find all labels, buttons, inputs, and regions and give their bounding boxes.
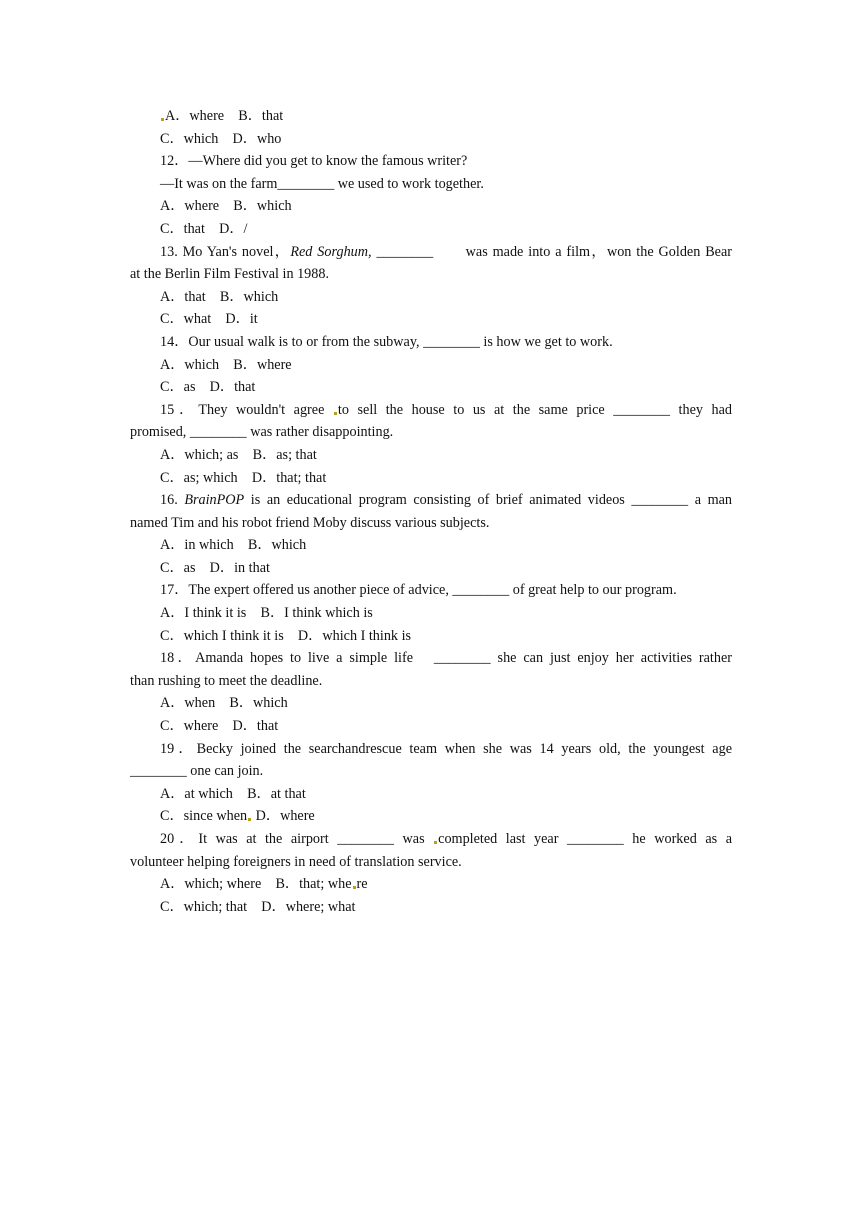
options-row: C．which; that D．where; what	[160, 898, 356, 915]
options-row: A．that B．which	[160, 288, 279, 305]
question-19-cont: ________ one can join.	[130, 763, 264, 780]
options-row: A．which; as B．as; that	[160, 446, 317, 463]
options-row: C．which I think it is D．which I think is	[160, 627, 412, 644]
options-row: C．which D．who	[160, 130, 282, 147]
dot-mark-icon	[161, 118, 164, 121]
options-row: A．in which B．which	[160, 537, 307, 554]
options-row: A．which; where B．that; whe re	[160, 876, 368, 893]
question-13: 13. Mo Yan's novel，Red Sorghum, ________ was made into a film，won the Golden Bear	[160, 243, 732, 260]
options-row: C．as; which D．that; that	[160, 469, 327, 486]
options-row: C．where D．that	[160, 718, 279, 735]
question-17: 17．The expert offered us another piece of advice, ________ of great help to our program.	[160, 582, 677, 599]
question-16: 16. BrainPOP is an educational program consisting of brief animated videos ________ a man	[160, 492, 732, 509]
options-row: C．since when D．where	[160, 808, 315, 825]
options-row: C．as D．in that	[160, 559, 270, 576]
question-18-cont: than rushing to meet the deadline.	[130, 672, 323, 689]
question-list	[130, 105, 732, 918]
options-row: A．when B．which	[160, 695, 288, 712]
question-15-cont: promised, ________ was rather disappointing.	[130, 424, 394, 441]
question-12-answer: —It was on the farm________ we used to work together.	[160, 175, 484, 192]
dot-mark-icon	[334, 412, 337, 415]
options-row: A．where B．which	[160, 198, 292, 215]
question-16-cont: named Tim and his robot friend Moby discuss various subjects.	[130, 514, 490, 531]
question-13-cont: at the Berlin Film Festival in 1988.	[130, 266, 330, 283]
options-row: A．at which B．at that	[160, 785, 306, 802]
question-14: 14．Our usual walk is to or from the subway, ________ is how we get to work.	[160, 333, 613, 350]
options-row: A．I think it is B．I think which is	[160, 605, 373, 622]
question-19: 19．Becky joined the searchandrescue team when she was 14 years old, the youngest age	[160, 740, 732, 757]
options-row: C．what D．it	[160, 311, 258, 328]
dot-mark-icon	[248, 818, 251, 821]
question-12: 12．—Where did you get to know the famous writer?	[160, 153, 468, 170]
options-row: A．where B．that	[130, 105, 732, 128]
question-15: 15．They wouldn't agree to sell the house to us at the same price ________ they had	[160, 401, 732, 418]
dot-mark-icon	[434, 841, 437, 844]
options-row: C．that D．/	[160, 220, 248, 237]
dot-mark-icon	[353, 886, 356, 889]
options-row: A．which B．where	[160, 356, 292, 373]
question-20-cont: volunteer helping foreigners in need of translation service.	[130, 853, 462, 870]
question-20: 20．It was at the airport ________ was completed last year ________ he worked as a	[160, 831, 733, 847]
question-18: 18．Amanda hopes to live a simple life ________ she can just enjoy her activities rather	[160, 650, 732, 667]
options-row: C．as D．that	[160, 379, 256, 396]
